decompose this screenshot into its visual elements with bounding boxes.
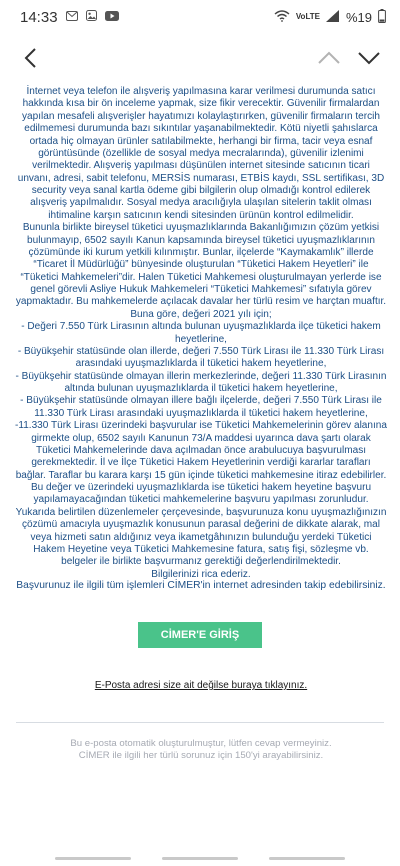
previous-email-button[interactable]: [313, 42, 345, 74]
rule-item-5: -11.330 Türk Lirası üzerindeki başvurular ise Tüketici Mahkemelerinin görev alanına girmekte olup, 6502 sayılı Kanunun 73/A maddesi uyarınca dava şartı olarak Tüketici Mahkemelerinde dava açılmadan önce arabulucuya başvurulması gerekmektedir. İl ve İlçe Tüketici Hakem Heyetlerinin verdiği kararlar tarafları bağlar. Taraflar bu karara karşı 15 gün içinde tüketici mahkemesine itiraz edebilirler. Bu değer ve üzerindeki uyuşmazlıklarda ise tüketici hakem heyetine başvuru yapılamayacağından tüketici mahkemelerine başvuru yapılması zorunludur.: [15, 420, 387, 506]
cimer-note: Başvurunuz ile ilgili tüm işlemleri CİMER'in internet adresinden takip edebilirsiniz.: [16, 580, 386, 591]
not-my-email-link[interactable]: E-Posta adresi size ait değilse buraya tıklayınız.: [94, 680, 308, 691]
chevron-down-icon: [357, 51, 381, 65]
gesture-pill-center: [162, 857, 238, 860]
wifi-icon: [274, 10, 290, 25]
intro-paragraph: İnternet veya telefon ile alışveriş yapılmasına karar verilmesi durumunda satıcı hakkında kısa bir ön inceleme yapmak, size fikir verecektir. Güvenilir firmalardan yapılan mesafeli alışverişler hayatımızı kolaylaştırırken, güvenilir firmaların tercih edilmemesi durumunda bazı sıkıntılar yaşanabilmektedir. Kötü niyetli şahıslarca ortada hiç olmayan ürünler satılabilmekte, herhangi bir firma, tacir veya esnaf görüntüsünde (özellikle de sosyal medya mecralarında), güvenilir izlenimi verilmektedir. Alışveriş yapılması düşünülen internet sitesinde satıcının ticari unvanı, adresi, sabit telefonu, MERSİS numarası, ETBİS kaydı, SSL sertifikası, 3D security veya sanal kartla ödeme gibi bilgilerin olup olmadığı kontrol edilerek alışveriş yapılmalıdır. Sosyal medya aracılığıyla ulaşılan sitelerin taklit olması ihtimaline karşın satıcının kendi sitesinden ürünün kontrol edilmelidir.: [17, 86, 385, 221]
status-bar: [0, 0, 400, 34]
back-button[interactable]: [14, 42, 46, 74]
closing-line: Bilgilerinizi rica ederiz.: [151, 568, 251, 580]
battery-percentage: %19: [345, 9, 372, 25]
footer-divider: [16, 722, 384, 723]
rule-item-1: - Değeri 7.550 Türk Lirasının altında bulunan uyuşmazlıklarda ilçe tüketici hakem heyetlerine,: [21, 321, 381, 345]
value-intro: Buna göre, değeri 2021 yılı için;: [130, 308, 272, 320]
footer-line-1: Bu e-posta otomatik oluşturulmuştur, lütfen cevap vermeyiniz.: [70, 738, 332, 749]
video-notification-icon: [105, 8, 119, 26]
status-time: 14:33: [20, 8, 58, 26]
status-left: [20, 8, 119, 26]
rule-item-4: - Büyükşehir statüsünde olmayan illere bağlı ilçelerde, değeri 7.550 Türk Lirası ile 11.330 Türk Lirası arasındaki uyuşmazlıklarda il tüketici hakem heyetlerine,: [20, 395, 382, 419]
email-body: [15, 86, 387, 581]
chevron-up-icon: [317, 51, 341, 65]
rule-item-3: - Büyükşehir statüsünde olmayan illerin merkezlerinde, değeri 11.330 Türk Lirasının altında bulunan uyuşmazlıklarda il tüketici hakem heyetlerine,: [15, 370, 387, 394]
status-right: [274, 9, 386, 26]
gesture-pill-right: [269, 857, 345, 860]
conclusion-paragraph: Yukarıda belirtilen düzenlemeler çerçevesinde, başvurunuza konu uyuşmazlığınızın çözümü amacıyla uyuşmazlık konusunun parasal değerini de dikkate alarak, mal veya hizmeti satın aldığınız veya ikametgâhınızın bulunduğu yerdeki Tüketici Hakem Heyetine veya Tüketici Mahkemesine fatura, satış fişi, sözleşme vb. belgeler ile birlikte başvurmanız gerektiği değerlendirilmektedir.: [15, 506, 387, 568]
authority-paragraph: Bununla birlikte bireysel tüketici uyuşmazlıklarında Bakanlığımızın çözüm yetkisi bulunmayıp, 6502 sayılı Kanun kapsamında bireysel tüketici uyuşmazlıklarının çözümünde iki kurum yetkili kılınmıştır. Bunlar, ilçelerde “Kaymakamlık” illerde “Ticaret İl Müdürlüğü” bünyesinde oluşturulan “Tüketici Hakem Heyetleri” ile “Tüketici Mahkemeleri”dir. Halen Tüketici Mahkemesi oluşturulmayan yerlerde ise genel görevli Asliye Hukuk Mahkemeleri “Tüketici Mahkemesi” sıfatıyla görev yapmaktadır. Bu mahkemelerde açılacak davalar her türlü resim ve harçtan muaftır.: [15, 222, 387, 308]
message-notification-icon: [66, 8, 78, 26]
gesture-bar: [0, 852, 400, 866]
battery-icon: [378, 9, 386, 26]
gallery-notification-icon: [86, 8, 97, 26]
volte-indicator: VoLTE: [295, 12, 320, 21]
email-toolbar: [0, 34, 400, 82]
next-email-button[interactable]: [353, 42, 385, 74]
footer-note: [15, 738, 387, 762]
rule-item-2: - Büyükşehir statüsünde olan illerde, değeri 7.550 Türk Lirası ile 11.330 Türk Lirası arasındaki uyuşmazlıklarda il tüketici hakem heyetlerine,: [17, 345, 385, 370]
footer-line-2: CİMER ile ilgili her türlü sorunuz için 150'yi arayabilirsiniz.: [78, 750, 324, 761]
cimer-login-button[interactable]: CİMER'E GİRİŞ: [138, 622, 262, 648]
chevron-left-icon: [23, 47, 37, 69]
signal-icon: [326, 10, 340, 25]
gesture-pill-left: [55, 857, 131, 860]
